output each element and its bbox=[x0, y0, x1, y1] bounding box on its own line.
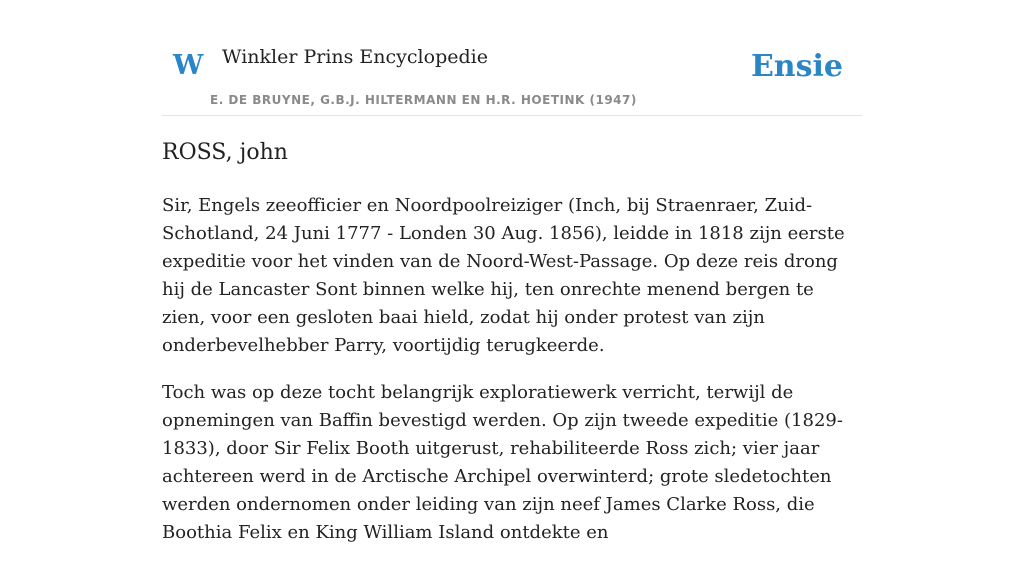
entry-body bbox=[162, 192, 862, 566]
source-title-link[interactable]: Winkler Prins Encyclopedie bbox=[222, 46, 488, 68]
entry-paragraph-2: Toch was op deze tocht belangrijk exploratiewerk verricht, terwijl de opnemingen van Baffin bevestigd werden. Op zijn tweede expeditie (1829-1833), door Sir Felix Booth uitgerust, rehabiliteerde Ross zich; vier jaar achtereen werd in de Arctische Archipel overwinterd; grote sledetochten werden ondernomen onder leiding van zijn neef James Clarke Ross, die Boothia Felix en King William Island ontdekte en bbox=[162, 382, 843, 543]
ensie-brand-logo[interactable]: Ensie bbox=[750, 49, 843, 84]
entry-title: ROSS, john bbox=[162, 140, 288, 165]
source-authors: E. DE BRUYNE, G.B.J. HILTERMANN EN H.R. HOETINK (1947) bbox=[210, 93, 637, 107]
source-header bbox=[162, 0, 862, 116]
entry-paragraph-1: Sir, Engels zeeofficier en Noordpoolreiziger (Inch, bij Straenraer, Zuid-Schotland, 24 Juni 1777 - Londen 30 Aug. 1856), leidde in 1818 zijn eerste expeditie voor het vinden van de Noord-West-Passage. Op deze reis drong hij de Lancaster Sont binnen welke hij, ten onrechte menend bergen te zien, voor een gesloten baai hield, zodat hij onder protest van zijn onderbevelhebber Parry, voortijdig terugkeerde. bbox=[162, 195, 845, 356]
winkler-prins-logo-icon[interactable]: W bbox=[173, 50, 204, 81]
